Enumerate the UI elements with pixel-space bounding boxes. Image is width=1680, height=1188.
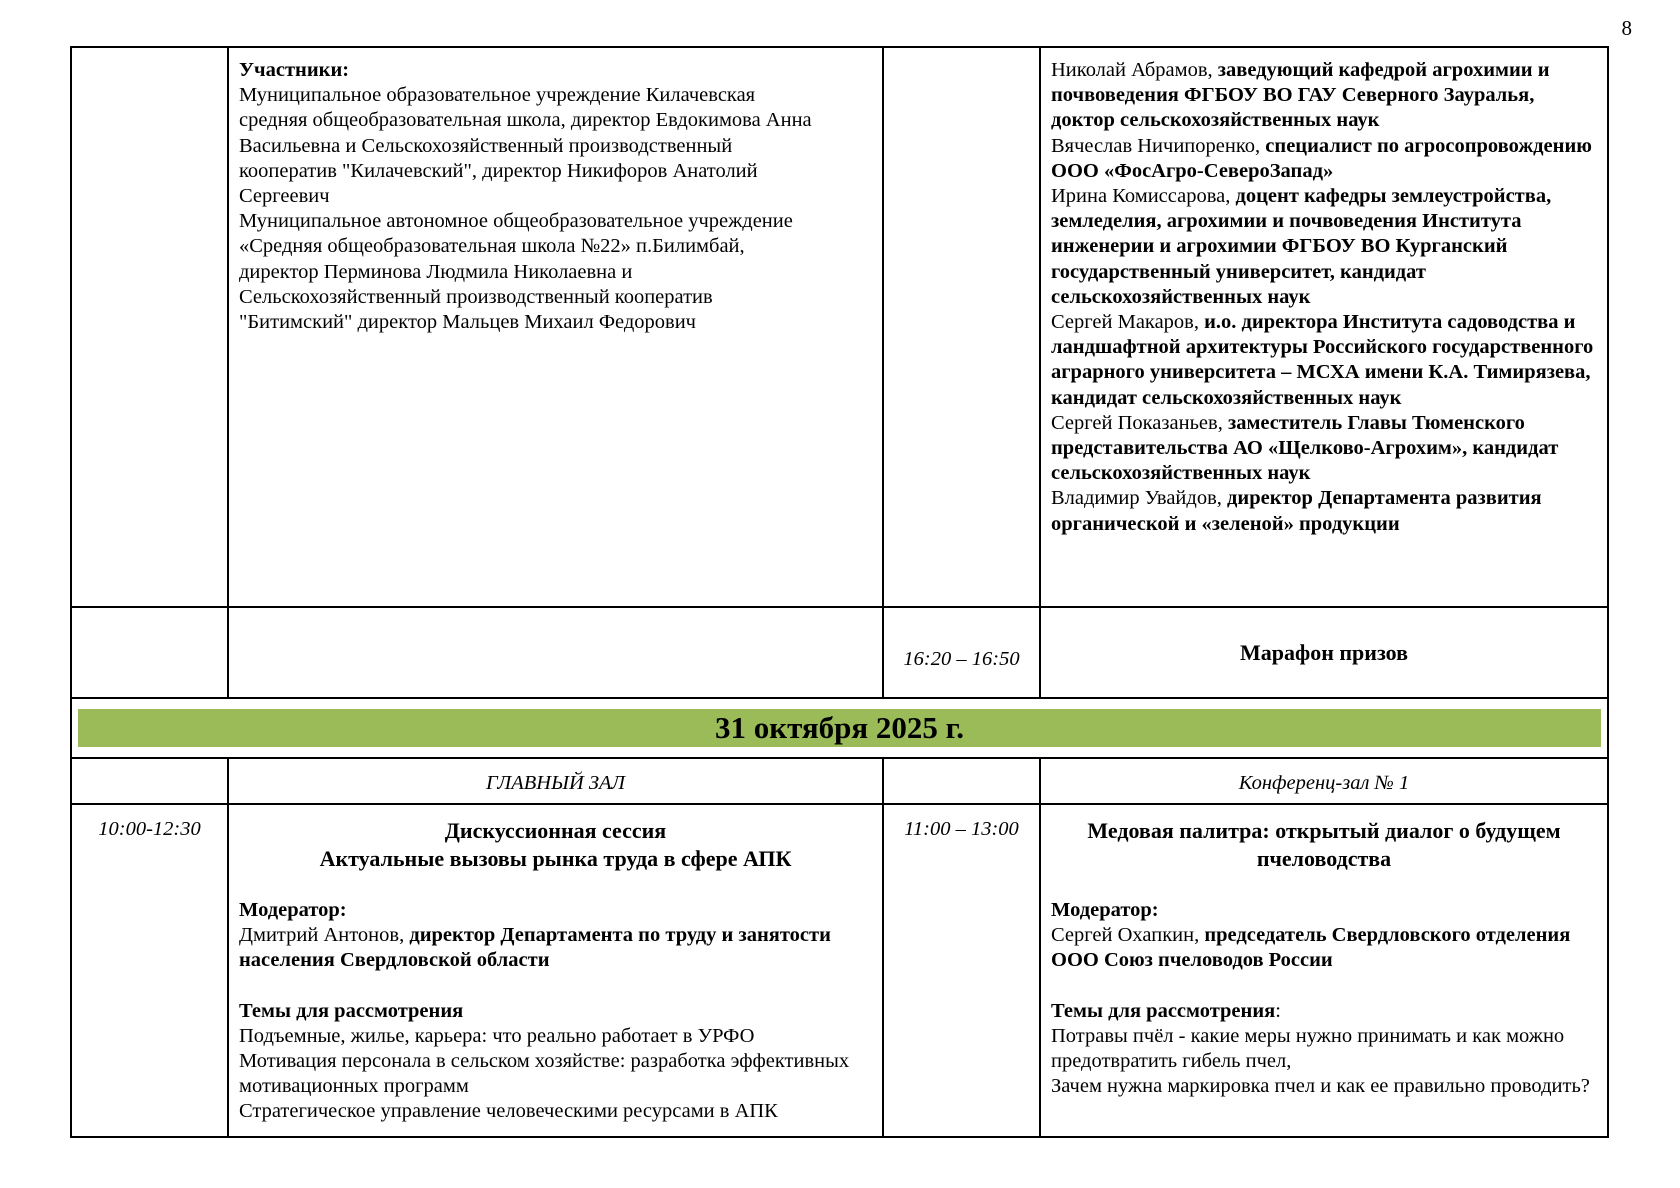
moderator-name: Дмитрий Антонов, — [239, 924, 405, 947]
participants-heading: Участники: — [239, 59, 350, 81]
session-type: Дискуссионная сессия — [444, 818, 667, 843]
topic-item: Потравы пчёл - какие меры нужно принимать и как можно предотвратить гибель пчел, — [1051, 1024, 1565, 1073]
participants-line: Сергеевич — [239, 185, 330, 208]
session-time: 11:00 – 13:00 — [904, 818, 1019, 840]
moderator-name: Сергей Охапкин, — [1051, 924, 1200, 947]
speaker-entry — [1051, 310, 1597, 411]
topic-item: Стратегическое управление человеческими ресурсами в АПК — [239, 1100, 778, 1123]
moderator-label: Модератор: — [1051, 899, 1159, 921]
session-cell — [228, 804, 883, 1137]
speaker-title: доцент кафедры землеустройства, земледелия, агрохимии и почвоведения Института инженерии и агрохимии ФГБОУ ВО Курганский государственный университет, кандидат сельскохозяйственных наук — [1051, 185, 1552, 308]
table-row — [71, 607, 1608, 698]
speaker-name: Николай Абрамов, — [1051, 59, 1213, 81]
table-row — [71, 804, 1608, 1137]
time-cell — [883, 47, 1040, 607]
event-cell — [1040, 607, 1608, 698]
speaker-title: заведующий кафедрой агрохимии и почвоведения ФГБОУ ВО ГАУ Северного Зауралья, доктор сельскохозяйственных наук — [1051, 59, 1550, 132]
topic-item: Зачем нужна маркировка пчел и как ее правильно проводить? — [1051, 1075, 1590, 1098]
participants-line: кооператив "Килачевский", директор Никифоров Анатолий — [239, 159, 758, 182]
topic-item: Подъемные, жилье, карьера: что реально работает в УРФО — [239, 1024, 755, 1047]
speaker-title: специалист по агросопровождению ООО «ФосАгро-СевероЗапад» — [1051, 134, 1592, 182]
program-table — [70, 46, 1609, 1138]
moderator-title: директор Департамента по труду и занятости населения Свердловской области — [239, 924, 831, 972]
table-row — [71, 758, 1608, 804]
event-title: Марафон призов — [1239, 639, 1409, 665]
moderator-label: Модератор: — [239, 899, 347, 921]
time-cell — [71, 804, 228, 1137]
hall-name-conference: Конференц-зал № 1 — [1238, 772, 1410, 794]
participants-line: Сельскохозяйственный производственный кооператив — [239, 285, 713, 308]
topics-label: Темы для рассмотрения — [1051, 999, 1276, 1022]
time-cell — [883, 804, 1040, 1137]
moderator — [239, 923, 872, 973]
moderator — [1051, 923, 1597, 973]
topics-heading — [1051, 999, 1597, 1024]
speaker-name: Сергей Показаньев, — [1051, 411, 1223, 434]
session-time: 16:20 – 16:50 — [903, 647, 1020, 670]
table-row — [71, 47, 1608, 607]
participants-cell — [228, 47, 883, 607]
hall-name-main: ГЛАВНЫЙ ЗАЛ — [485, 772, 626, 794]
participants-line: директор Перминова Людмила Николаевна и — [239, 260, 633, 283]
speakers-cell — [1040, 47, 1608, 607]
time-cell — [883, 607, 1040, 698]
speaker-name: Владимир Увайдов, — [1051, 487, 1222, 510]
speaker-name: Вячеслав Ничипоренко, — [1051, 134, 1261, 157]
speaker-entry — [1051, 411, 1597, 487]
topics-colon: : — [1275, 999, 1281, 1022]
topics-label: Темы для рассмотрения — [239, 999, 464, 1022]
participants-line: Муниципальное образовательное учреждение Килачевская — [239, 84, 756, 107]
speaker-name: Ирина Комиссарова, — [1051, 185, 1231, 208]
session-title: Актуальные вызовы рынка труда в сфере АПК — [319, 846, 792, 871]
table-row — [71, 698, 1608, 758]
speaker-entry — [1051, 184, 1597, 310]
page-number: 8 — [1621, 16, 1632, 40]
speaker-title: заместитель Главы Тюменского представительства АО «Щелково-Агрохим», кандидат сельскохозяйственных наук — [1051, 411, 1559, 485]
participants-line: Васильевна и Сельскохозяйственный производственный — [239, 134, 733, 157]
topic-item: Мотивация персонала в сельском хозяйстве: разработка эффективных мотивационных программ — [239, 1050, 850, 1098]
moderator-title: председатель Свердловского отделения ООО Союз пчеловодов России — [1051, 924, 1571, 972]
speaker-name: Сергей Макаров, — [1051, 311, 1199, 334]
speaker-entry — [1051, 486, 1597, 536]
speaker-title: и.о. директора Института садоводства и ландшафтной архитектуры Российского государственного аграрного университета – МСХА имени К.А. Тимирязева, кандидат сельскохозяйственных наук — [1051, 311, 1594, 409]
speaker-title: директор Департамента развития органической и «зеленой» продукции — [1051, 487, 1542, 535]
session-cell — [1040, 804, 1608, 1137]
speaker-entry — [1051, 58, 1597, 134]
speaker-entry — [1051, 134, 1597, 184]
participants-line: средняя общеобразовательная школа, директор Евдокимова Анна — [239, 109, 812, 132]
participants-line: Муниципальное автономное общеобразовательное учреждение — [239, 210, 793, 233]
participants-line: «Средняя общеобразовательная школа №22» п.Билимбай, — [239, 235, 745, 258]
participants-line: "Битимский" директор Мальцев Михаил Федорович — [239, 311, 696, 334]
time-cell — [71, 47, 228, 607]
date-banner: 31 октября 2025 г. — [78, 709, 1601, 747]
session-title: Медовая палитра: открытый диалог о будущем пчеловодства — [1087, 818, 1561, 871]
session-time: 10:00-12:30 — [98, 818, 201, 840]
